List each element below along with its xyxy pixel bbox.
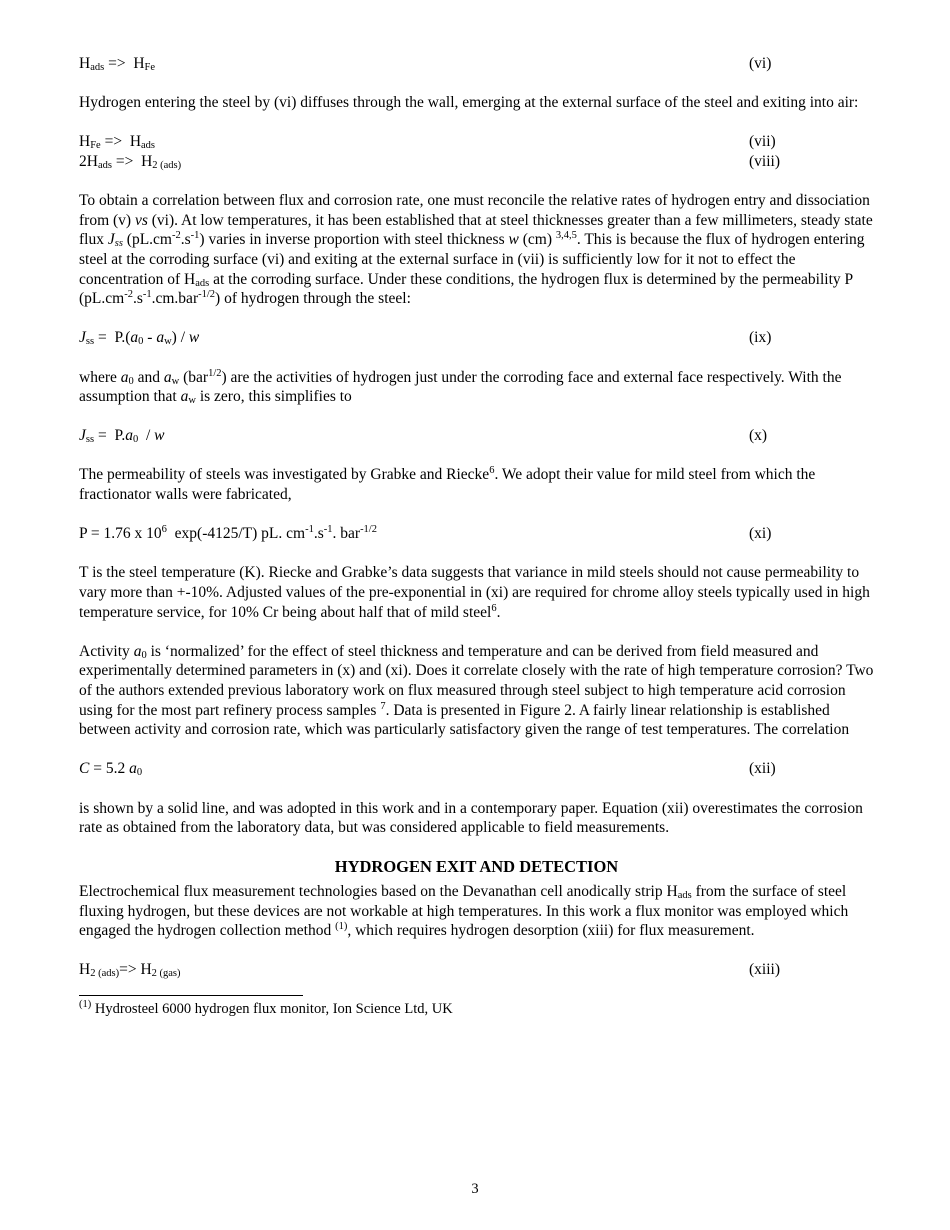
equation-vi [79, 54, 874, 74]
equation-viii [79, 152, 874, 172]
text-run: . bar [332, 525, 361, 543]
text-run: Activity [79, 642, 134, 660]
paragraph-8 [79, 882, 874, 941]
equation-number: (ix) [749, 329, 772, 347]
eq-text: H [79, 133, 91, 151]
subscript: ads [195, 277, 210, 289]
superscript: -1 [190, 230, 200, 242]
text-run: , which requires hydrogen desorption (xiii) for flux measurement. [347, 922, 755, 940]
text-run: (pL.cm [122, 231, 172, 249]
symbol-j: J [79, 427, 86, 445]
text-run: . [496, 603, 501, 621]
subscript: 0 [132, 434, 139, 446]
eq-text: 2H [79, 152, 98, 170]
text-run: - [143, 329, 157, 347]
text-italic: vs [134, 211, 148, 229]
equation-number: (xiii) [749, 961, 780, 979]
text-run: is ‘normalized’ for the effect of steel thickness and temperature and can be derived from field measured and experimentally determined parameters in (x) and (xi). Does it correlate closely with the rate of high temperature corrosion? Two of the authors extended previous laboratory work on flux measured through steel subject to high temperature acid corrosion using for the most part refinery process samples [79, 642, 874, 719]
text-run: ) / [171, 329, 189, 347]
eq-subscript: 2 (gas) [151, 968, 181, 980]
symbol-a: a [120, 368, 129, 386]
symbol-w: w [188, 329, 200, 347]
paragraph-1: Hydrogen entering the steel by (vi) diffuses through the wall, emerging at the external surface of the steel and exiting into air: [79, 94, 859, 112]
symbol-a: a [133, 642, 142, 660]
superscript: -1 [323, 524, 333, 536]
eq-text: H [140, 961, 152, 979]
page-number: 3 [471, 1181, 479, 1197]
superscript: -1 [305, 524, 314, 536]
subscript: 0 [128, 375, 134, 387]
text-run: . Data is presented in Figure 2. A fairly linear relationship is established between activity and corrosion rate, which was particularly satisfactory given the range of test temperatures. The correlation [79, 701, 850, 739]
text-run: .cm.bar [151, 290, 199, 308]
citation: 6 [491, 602, 497, 614]
equation-number: (x) [749, 427, 768, 445]
text-run: To obtain a correlation between flux and corrosion rate, one must reconcile the relative rates of hydrogen entry and dissociation from (v) [79, 192, 870, 229]
citation: 3,4,5 [555, 230, 577, 242]
text-run: ) are the activities of hydrogen just under the corroding face and external face respectively. With the assumption that [79, 368, 842, 406]
eq-arrow: => [104, 55, 134, 72]
superscript: -1/2 [360, 524, 377, 536]
superscript: -2 [172, 230, 181, 242]
footnote [79, 1000, 874, 1018]
equation-number: (vii) [749, 133, 776, 151]
eq-subscript: Fe [144, 62, 156, 73]
eq-arrow: => [111, 152, 142, 170]
equation-ix [79, 328, 874, 348]
text-run: .s [313, 525, 324, 543]
subscript: 0 [138, 336, 144, 348]
text-run: = P.( [94, 329, 131, 347]
equation-number: (xii) [749, 760, 776, 778]
equation-xiii [79, 960, 874, 980]
text-run: = 5.2 [89, 760, 130, 778]
eq-subscript: Fe [90, 140, 101, 152]
symbol-a: a [180, 388, 189, 406]
text-run: . This is because the flux of hydrogen entering steel at the corroding surface (vi) and exiting at the external surface in (vii) is sufficiently low for it not to effect the concentration of H [79, 231, 865, 288]
symbol-j: J [107, 231, 115, 249]
eq-subscript: 2 (ads) [90, 968, 120, 980]
eq-subscript: ads [141, 140, 156, 152]
eq-text: H [79, 55, 91, 72]
text-run: . We adopt their value for mild steel from which the fractionator walls were fabricated, [79, 466, 816, 504]
paragraph-7: is shown by a solid line, and was adopted in this work and in a contemporary paper. Equation (xii) overestimates the corrosion rate as obtained from the laboratory data, but was considered applicable to field measurements. [79, 799, 863, 837]
superscript: 6 [161, 524, 167, 536]
symbol-a: a [156, 329, 165, 347]
section-heading: HYDROGEN EXIT AND DETECTION [334, 857, 619, 877]
footnote-divider [79, 995, 303, 996]
eq-text: H [79, 961, 91, 979]
subscript: ss [85, 336, 95, 348]
text-run: ) of hydrogen through the steel: [215, 290, 411, 308]
text-run: (vi). At low temperatures, it has been established that at steel thicknesses greater than a few millimeters, steady state flux [79, 211, 873, 249]
eq-text: H [129, 133, 142, 151]
text-run: is zero, this simplifies to [195, 388, 352, 406]
subscript: w [164, 336, 172, 348]
subscript: 0 [136, 767, 143, 779]
superscript: -2 [124, 289, 133, 301]
symbol-w: w [154, 427, 165, 445]
superscript: -1 [142, 289, 152, 301]
text-run: from the surface of steel fluxing hydrogen, but these devices are not workable at high temperatures. In this work a flux monitor was employed which engaged the hydrogen collection method [79, 882, 849, 940]
subscript: ss [85, 434, 95, 446]
eq-text: H [141, 152, 153, 170]
subscript: w [171, 375, 180, 387]
text-run: where [79, 368, 121, 386]
footnote-mark: (1) [79, 998, 92, 1010]
equation-number: (viii) [749, 152, 780, 170]
text-run: The permeability of steels was investigated by Grabke and Riecke [79, 466, 490, 484]
symbol-c: C [79, 760, 90, 778]
text-run: ) varies in inverse proportion with steel thickness [199, 231, 509, 249]
equation-number: (xi) [749, 525, 772, 543]
symbol-a: a [129, 760, 137, 778]
subscript: 0 [141, 649, 147, 661]
paragraph-2 [79, 191, 874, 309]
symbol-a: a [125, 427, 133, 445]
text-run: (cm) [518, 231, 556, 249]
subscript: ads [677, 889, 692, 901]
text-run: .s [132, 290, 143, 308]
equation-x [79, 426, 874, 446]
text-run: = P. [94, 427, 126, 445]
citation: 7 [380, 700, 386, 712]
eq-text: H [133, 55, 145, 72]
footnote-mark: (1) [335, 921, 348, 933]
eq-subscript: ads [97, 159, 112, 171]
equation-xii [79, 759, 874, 779]
text-run: Electrochemical flux measurement technologies based on the Devanathan cell anodically strip H [79, 882, 678, 900]
text-run: at the corroding surface. Under these conditions, the hydrogen flux is determined by the permeability P (pL.cm [79, 270, 853, 308]
superscript: -1/2 [198, 289, 216, 301]
equation-number: (vi) [749, 55, 772, 72]
eq-subscript: ads [90, 62, 105, 73]
symbol-j: J [79, 329, 86, 347]
page-body [79, 54, 874, 1018]
paragraph-5 [79, 563, 874, 622]
text-run: P = 1.76 x 10 [79, 525, 162, 543]
text-run: exp(-4125/T) pL. cm [166, 525, 306, 543]
paragraph-6 [79, 642, 874, 740]
symbol-a: a [163, 368, 172, 386]
symbol-w: w [508, 231, 519, 249]
text-run: T is the steel temperature (K). Riecke and Grabke’s data suggests that variance in mild steels should not cause permeability to vary more than +-10%. Adjusted values of the pre-exponential in (xi) are required for chrome alloy steels typically used in high temperature service, for 10% Cr being about half that of mild steel [79, 564, 870, 621]
text-run: / [138, 427, 155, 445]
text-run: and [133, 368, 164, 386]
subscript: ss [114, 238, 123, 250]
equation-xi [79, 524, 874, 544]
text-run: (bar [179, 368, 209, 386]
superscript: 1/2 [208, 367, 222, 379]
eq-subscript: 2 (ads) [152, 159, 182, 171]
citation: 6 [489, 465, 495, 477]
symbol-a: a [130, 329, 139, 347]
paragraph-4 [79, 465, 874, 504]
paragraph-3 [79, 368, 874, 407]
equation-vii [79, 132, 874, 152]
eq-arrow: => [119, 961, 141, 979]
text-run: Hydrosteel 6000 hydrogen flux monitor, Ion Science Ltd, UK [91, 1000, 453, 1017]
subscript: w [188, 395, 196, 407]
eq-arrow: => [100, 133, 130, 151]
text-run: .s [180, 231, 191, 249]
